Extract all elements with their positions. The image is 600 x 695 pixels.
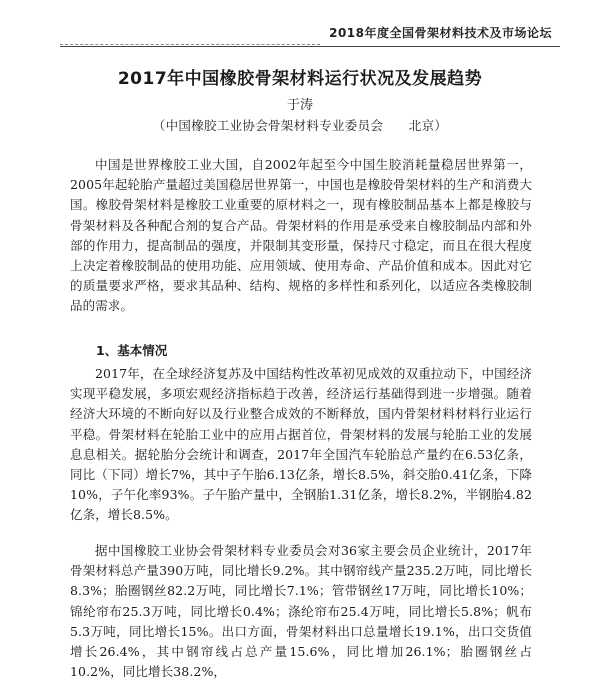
paragraph-statistics — [70, 541, 532, 682]
article-affiliation: （中国橡胶工业协会骨架材料专业委员会 北京） — [152, 118, 448, 133]
paragraph-intro — [70, 155, 532, 317]
paragraph-text: 据中国橡胶工业协会骨架材料专业委员会对36家主要会员企业统计，2017年骨架材料总产量390万吨，同比增长9.2%。其中钢帘线产量235.2万吨，同比增长8.3%；胎圈钢丝82.2万吨，同比增长7.1%；管带钢丝17万吨，同比增长10%；锦纶帘布25.3万吨，同比增长0.4%；涤纶帘布25.4万吨，同比增长5.8%；帆布5.3万吨，同比增长15%。出口方面，骨架材料出口总量增长19.1%，出口交货值增长26.4%，其中钢帘线占总产量15.6%，同比增加26.1%；胎圈钢丝占10.2%，同比增长38.2%， — [70, 543, 532, 680]
article-title: 2017年中国橡胶骨架材料运行状况及发展趋势 — [117, 69, 483, 89]
running-title: 2018年度全国骨架材料技术及市场论坛 — [329, 26, 552, 40]
page-header — [60, 10, 560, 50]
paragraph-text: 2017年，在全球经济复苏及中国结构性改革初见成效的双重拉动下，中国经济实现平稳发展，多项宏观经济指标趋于改善，经济运行基础得到进一步增强。随着经济大环境的不断向好以及行业整合成效的不断释放，国内骨架材料材料行业运行平稳。骨架材料在轮胎工业中的应用占据首位，骨架材料的发展与轮胎工业的发展息息相关。据轮胎分会统计和调查，2017年全国汽车轮胎总产量约在6.53亿条，同比（下同）增长7%，其中子午胎6.13亿条，增长8.5%，斜交胎0.41亿条，下降10%，子午化率93%。子午胎产量中，全钢胎1.31亿条，增长8.2%，半钢胎4.82亿条，增长8.5%。 — [70, 366, 532, 523]
paragraph-text: 中国是世界橡胶工业大国，自2002年起至今中国生胶消耗量稳居世界第一，2005年起轮胎产量超过美国稳居世界第一，中国也是橡胶骨架材料的生产和消费大国。橡胶骨架材料是橡胶工业重要的原材料之一，现有橡胶制品基本上都是橡胶与骨架材料及各种配合剂的复合产品。骨架材料的作用是承受来自橡胶制品内部和外部的作用力，提高制品的强度，并限制其变形量，保持尺寸稳定，而且在很大程度上决定着橡胶制品的使用功能、应用领域、使用寿命、产品价值和成本。因此对它的质量要求严格，要求其品种、结构、规格的多样性和系列化，以适应各类橡胶制品的需求。 — [70, 157, 532, 314]
paragraph-basic-situation — [70, 364, 532, 526]
article-author: 于涛 — [286, 98, 313, 113]
header-rule — [60, 46, 560, 47]
header-dashed-rule — [60, 44, 320, 45]
section-heading: 1、基本情况 — [96, 343, 168, 358]
